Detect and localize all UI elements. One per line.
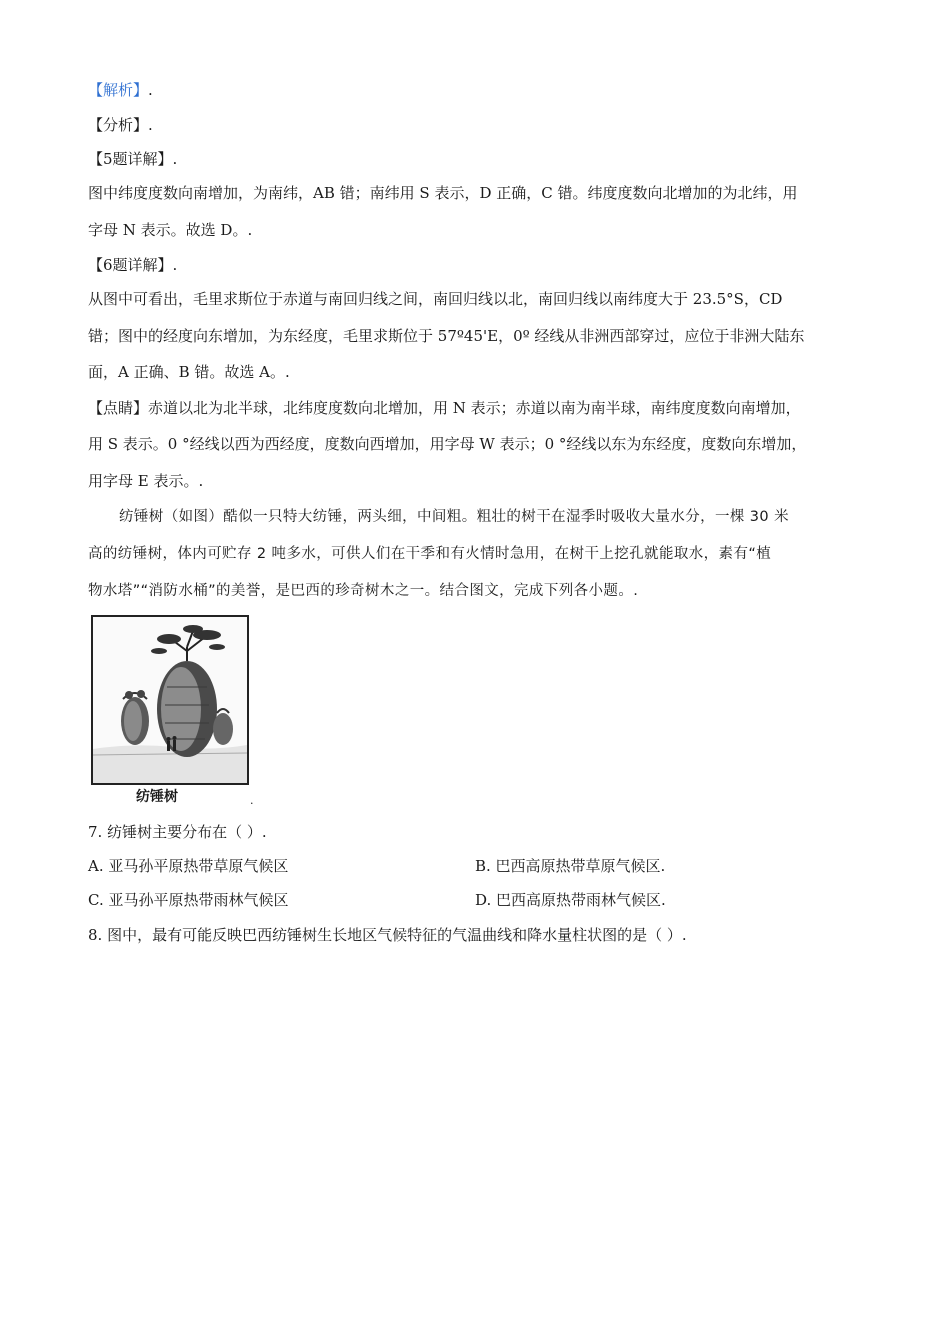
- q7-option-a: A. 亚马孙平原热带草原气候区: [88, 857, 289, 875]
- q5-line-1: 图中纬度度数向南增加，为南纬，AB 错；南纬用 S 表示，D 正确，C 错。纬度度数向北增加的为北纬，用: [88, 184, 798, 202]
- passage-line-1: 纺锤树（如图）酷似一只特大纺锤，两头细，中间粗。粗壮的树干在湿季时吸收大量水分，一棵 30 米: [119, 509, 789, 525]
- dianjing-line-1: 【点睛】赤道以北为北半球，北纬度度数向北增加，用 N 表示；赤道以南为南半球，南纬度度数向南增加，: [88, 399, 801, 417]
- passage-line-2: 高的纺锤树，体内可贮存 2 吨多水，可供人们在干季和有火情时急用，在树干上挖孔就能取水，素有“植: [88, 546, 772, 562]
- analysis-label: 【解析】: [88, 81, 149, 99]
- q6-line-1: 从图中可看出，毛里求斯位于赤道与南回归线之间，南回归线以北，南回归线以南纬度大于 23.5°S，CD: [88, 290, 783, 308]
- bottle-tree-illustration: [93, 617, 247, 783]
- q7-option-d: D. 巴西高原热带雨林气候区.: [475, 891, 666, 909]
- q5-title: 【5题详解】.: [88, 150, 178, 168]
- q5-line-2: 字母 N 表示。故选 D。.: [88, 221, 253, 239]
- q6-line-3: 面，A 正确、B 错。故选 A。.: [88, 363, 290, 381]
- figure-dot: .: [250, 794, 254, 807]
- q7-stem: 7. 纺锤树主要分布在（ ）.: [88, 823, 267, 841]
- q8-stem: 8. 图中，最有可能反映巴西纺锤树生长地区气候特征的气温曲线和降水量柱状图的是（ ）.: [88, 926, 687, 944]
- dianjing-line-2: 用 S 表示。0 °经线以西为西经度，度数向西增加，用字母 W 表示；0 °经线以东为东经度，度数向东增加，: [88, 435, 807, 453]
- q6-title: 【6题详解】.: [88, 256, 178, 274]
- fenxi-heading: 【分析】.: [88, 116, 153, 134]
- q7-option-b: B. 巴西高原热带草原气候区.: [475, 857, 666, 875]
- passage-line-3: 物水塔”“消防水桶”的美誉，是巴西的珍奇树木之一。结合图文，完成下列各小题。.: [88, 583, 639, 599]
- dianjing-line-3: 用字母 E 表示。.: [88, 472, 204, 490]
- analysis-heading: 【解析】.: [88, 81, 153, 99]
- bottle-tree-figure: [91, 615, 249, 785]
- figure-caption: 纺锤树: [136, 789, 178, 805]
- q6-line-2: 错；图中的经度向东增加，为东经度，毛里求斯位于 57º45'E，0º 经线从非洲西部穿过，应位于非洲大陆东: [88, 327, 805, 345]
- q7-option-c: C. 亚马孙平原热带雨林气候区: [88, 891, 289, 909]
